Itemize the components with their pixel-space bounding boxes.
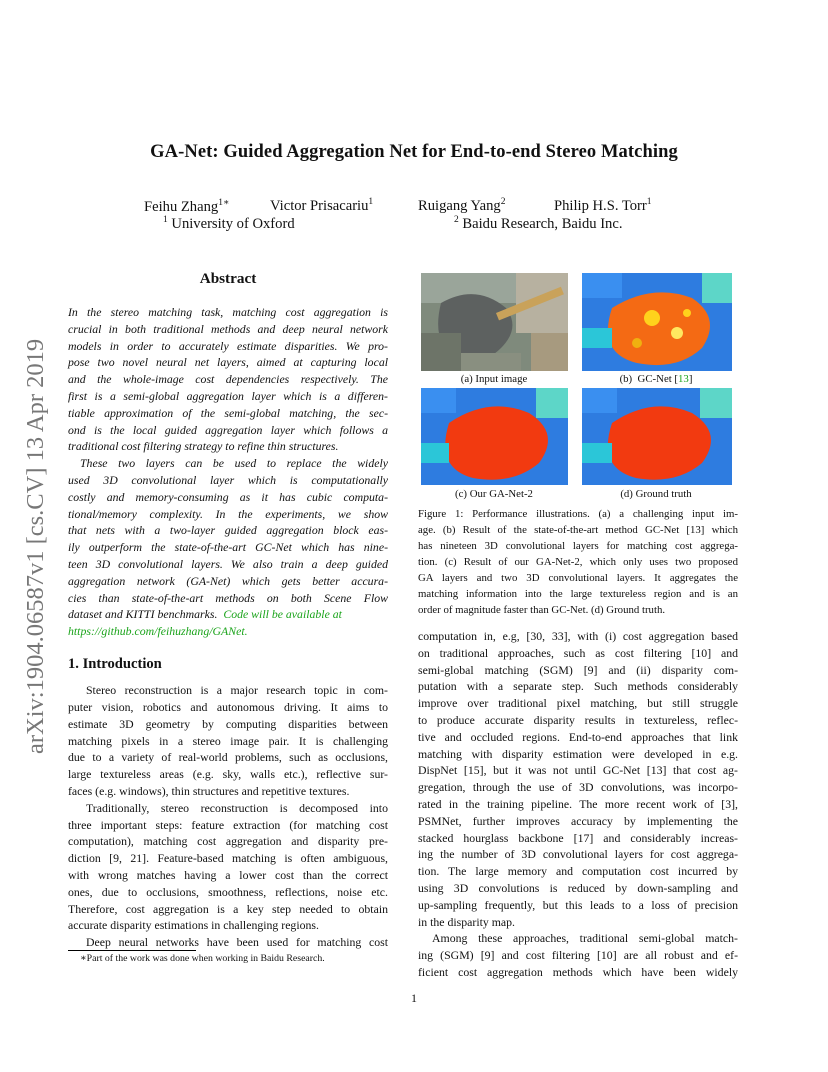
body-line: putation with a separate step. Such methods considerably — [418, 679, 738, 693]
author-2: Victor Prisacariu$^1$ — [270, 197, 374, 214]
arxiv-stamp: arXiv:1904.06587v1 [cs.CV] 13 Apr 2019 — [22, 338, 49, 754]
body-line: ing the number of 3D convolutional layers for cost aggrega- — [418, 847, 738, 861]
caption-line: has nineteen 3D convolutional layers for matching cost aggrega- — [418, 540, 738, 552]
intro-line: Deep neural networks have been used for matching cost — [86, 935, 388, 949]
intro-line: ones, due to occlusions, smoothness, reflections, noise etc. — [68, 885, 388, 899]
intro-line: due to a variety of real-world problems, such as occlusions, — [68, 750, 388, 764]
code-link[interactable]: https://github.com/feihuzhang/GANet. — [68, 624, 248, 638]
intro-line: Stereo reconstruction is a major research topic in com- — [86, 683, 388, 697]
intro-line: with wrong matches having a lower cost than the correct — [68, 868, 388, 882]
body-line: up-sampling frequently, but this leads to a loss of precision — [418, 898, 738, 912]
intro-line: puter vision, robotics and autonomous driving. It aims to — [68, 700, 388, 714]
body-line: matching with disparity estimation were developed in e.g. — [418, 747, 738, 761]
abstract-line: tional/memory complexity. In the experiments, we show — [68, 507, 388, 521]
body-line: PSMNet, further improves accuracy by implementing the — [418, 814, 738, 828]
abstract-line: ily outperform the state-of-the-art GC-Net which has nine- — [68, 540, 388, 554]
abstract-line: crucial in both traditional methods and deep neural network — [68, 322, 388, 336]
intro-line: faces (e.g. windows), thin structures and repetitive textures. — [68, 784, 350, 798]
body-line: in the disparity map. — [418, 915, 515, 929]
intro-line: large textureless areas (e.g. sky, walls etc.), reflective sur- — [68, 767, 388, 781]
intro-line: Traditionally, stereo reconstruction is decomposed into — [86, 801, 388, 815]
abstract-line-with-link: dataset and KITTI benchmarks. Code will be available at — [68, 607, 342, 621]
code-note: Code will be available at — [223, 607, 342, 621]
body-line: using 3D convolutions is reduced by down-sampling and — [418, 881, 738, 895]
body-line: to produce accurate disparity results in textureless, reflec- — [418, 713, 738, 727]
body-line: ing (SGM) [9] and cost filtering [10] are all robust and ef- — [418, 948, 738, 962]
abstract-line: first is a semi-global aggregation layer which is a differen- — [68, 389, 388, 403]
body-line: computation in, e.g, [30, 33], with (i) cost aggregation based — [418, 629, 738, 643]
subcaption-d: (d) Ground truth — [620, 488, 692, 500]
abstract-heading: Abstract — [199, 270, 257, 287]
abstract-line: that nets with a two-layer guided aggregation block eas- — [68, 523, 388, 537]
abstract-line: costly and memory-consuming as it has cubic computa- — [68, 490, 388, 504]
abstract-line: teen 3D convolutional layers. We also train a deep guided — [68, 557, 388, 571]
abstract-line: ond is the local guided aggregation layer which follows a — [68, 423, 388, 437]
abstract-line: models in order to accurately estimate disparities. We pro- — [68, 339, 388, 353]
figure-ground-truth — [582, 388, 732, 485]
footnote-rule — [68, 950, 196, 951]
body-line: rated in the training pipeline. The more recent work of [3], — [418, 797, 738, 811]
body-line: tive and occluded regions. End-to-end approaches that link — [418, 730, 738, 744]
body-line: tion. The large memory and computation cost incurred by — [418, 864, 738, 878]
intro-line: three important steps: feature extraction (for matching cost — [68, 818, 388, 832]
subcaption-c: (c) Our GA-Net-2 — [455, 488, 533, 500]
page-number: 1 — [411, 991, 417, 1005]
intro-line: accurate disparity estimations in challenging regions. — [68, 918, 319, 932]
subcaption-b: (b) GC-Net [13] — [619, 373, 693, 385]
body-line: stacked hourglass backbone [17] and considerably increas- — [418, 831, 738, 845]
figure-gcnet-result — [582, 273, 732, 371]
body-line: semi-global matching (SGM) [9] and (ii) disparity com- — [418, 663, 738, 677]
abstract-line: These two layers can be used to replace the widely — [80, 456, 388, 470]
abstract-line: cies than state-of-the-art methods on both Scene Flow — [68, 591, 388, 605]
footnote: ∗Part of the work was done when working in Baidu Research. — [80, 953, 325, 964]
abstract-line: traditional cost filtering strategy to refine thin structures. — [68, 439, 339, 453]
caption-line: age. (b) Result of the state-of-the-art method GC-Net [13] which — [418, 524, 738, 536]
caption-line: tion. (c) Result of our GA-Net-2, which only uses two proposed — [418, 556, 738, 568]
affiliation-1: $^1$ University of Oxford — [163, 215, 295, 232]
intro-line: diction [9, 21]. Feature-based matching is often ambiguous, — [68, 851, 388, 865]
intro-line: Therefore, cost aggregation is a key step needed to obtain — [68, 902, 388, 916]
caption-line: matching information into the large textureless region and is an — [418, 588, 738, 600]
body-line: gregation, through the use of 3D convolutions, was incorpo- — [418, 780, 738, 794]
abstract-line: pose two novel neural net layers, aimed at capturing local — [68, 355, 388, 369]
subcaption-a: (a) Input image — [460, 373, 528, 385]
section-heading-introduction: 1. Introduction — [68, 656, 162, 672]
figure-input-image — [421, 273, 568, 371]
abstract-line: used 3D convolutional layer which is computationally — [68, 473, 388, 487]
abstract-line: aggregation network (GA-Net) which gets better accura- — [68, 574, 388, 588]
author-1: Feihu Zhang$^{1∗}$ — [144, 198, 230, 215]
paper-title: GA-Net: Guided Aggregation Net for End-to-end Stereo Matching — [150, 142, 678, 162]
body-line: improve over traditional pixel matching, but still struggle — [418, 696, 738, 710]
body-line: Among these approaches, traditional semi-global match- — [432, 931, 738, 945]
abstract-line: and the whole-image cost dependencies respectively. The — [68, 372, 388, 386]
body-line: ficient cost aggregation methods which have been widely — [418, 965, 738, 979]
caption-line: order of magnitude faster than GC-Net. (d) Ground truth. — [418, 604, 666, 616]
intro-line: matching pixels in a stereo image pair. It is challenging — [68, 734, 388, 748]
intro-line: estimate 3D geometry by computing disparities between — [68, 717, 388, 731]
author-4: Philip H.S. Torr$^1$ — [554, 197, 652, 214]
author-3: Ruigang Yang$^2$ — [418, 197, 506, 214]
body-line: on traditional approaches, such as cost filtering [10] and — [418, 646, 738, 660]
figure-ganet-result — [421, 388, 568, 485]
caption-line: Figure 1: Performance illustrations. (a) a challenging input im- — [418, 508, 738, 520]
abstract-line: tiable approximation of the semi-global matching, the sec- — [68, 406, 388, 420]
affiliation-2: $^2$ Baidu Research, Baidu Inc. — [454, 215, 623, 232]
intro-line: computation), matching cost aggregation and disparity pre- — [68, 834, 388, 848]
abstract-line: In the stereo matching task, matching cost aggregation is — [68, 305, 388, 319]
body-line: DispNet [15], but it was not until GC-Net [13] that cost ag- — [418, 763, 738, 777]
caption-line: GA layers and two 3D convolutional layers. It aggregates the — [418, 572, 738, 584]
